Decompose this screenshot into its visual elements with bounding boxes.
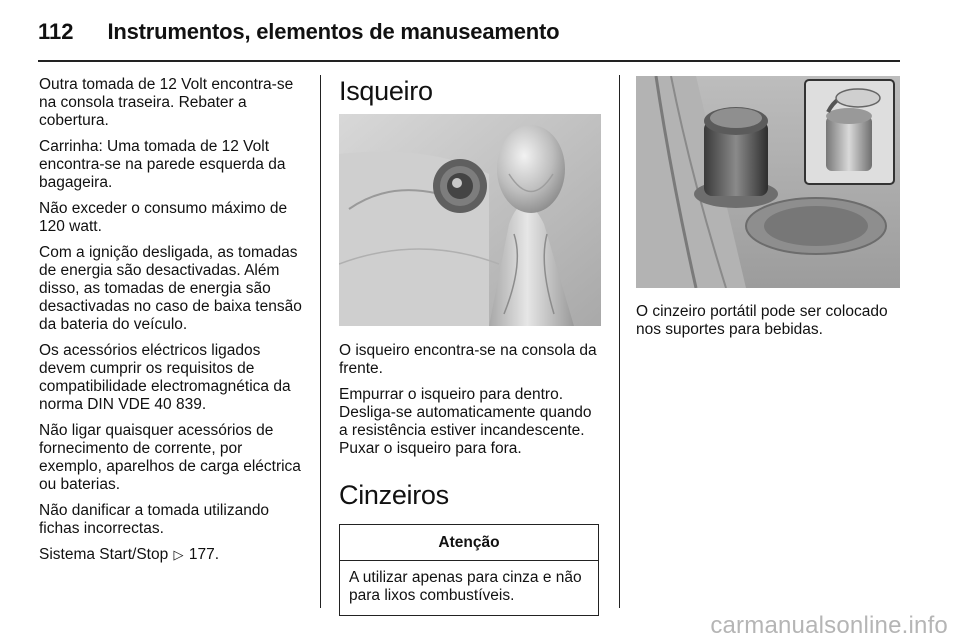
page-header <box>38 14 559 50</box>
paragraph: Com a ignição desligada, as tomadas de energia são desactivadas. Além disso, as tomadas de energia são desactivadas no caso de baixa tensão da bateria do veículo. <box>39 244 302 333</box>
page-number: 112 <box>38 19 74 44</box>
warning-box <box>339 524 599 616</box>
lighter-illustration <box>339 114 601 326</box>
paragraph: O isqueiro encontra-se na consola da frente. <box>339 342 597 377</box>
reference-page: 177. <box>188 546 220 563</box>
cross-reference[interactable] <box>39 546 309 564</box>
paragraph: Carrinha: Uma tomada de 12 Volt encontra-se na parede esquerda da bagageira. <box>39 138 286 191</box>
header-divider <box>38 60 900 62</box>
paragraph: Não ligar quaisquer acessórios de fornecimento de corrente, por exemplo, aparelhos de carga eléctrica ou baterias. <box>39 422 301 493</box>
column-right <box>636 76 904 347</box>
section-heading-ashtrays: Cinzeiros <box>339 480 449 510</box>
column-divider-1 <box>320 75 321 608</box>
paragraph: Os acessórios eléctricos ligados devem cumprir os requisitos de compatibilidade electromagnética da norma DIN VDE 40 839. <box>39 342 291 413</box>
column-divider-2 <box>619 75 620 608</box>
column-middle <box>339 76 603 616</box>
reference-text: Sistema Start/Stop <box>39 546 169 563</box>
ashtray-image <box>636 76 900 288</box>
watermark: carmanualsonline.info <box>710 612 948 639</box>
paragraph: O cinzeiro portátil pode ser colocado nos suportes para bebidas. <box>636 303 888 338</box>
section-heading-lighter: Isqueiro <box>339 76 433 106</box>
warning-text: A utilizar apenas para cinza e não para lixos combustíveis. <box>349 569 582 604</box>
lighter-image <box>339 114 601 326</box>
chapter-title: Instrumentos, elementos de manuseamento <box>107 19 560 44</box>
paragraph: Não exceder o consumo máximo de 120 watt. <box>39 200 288 235</box>
paragraph: Empurrar o isqueiro para dentro. Desliga-se automaticamente quando a resistência estiver incandescente. Puxar o isqueiro para fora. <box>339 386 592 457</box>
warning-title: Atenção <box>340 525 598 561</box>
paragraph: Não danificar a tomada utilizando fichas incorrectas. <box>39 502 270 537</box>
reference-arrow-icon: ▷ <box>173 547 184 562</box>
column-left <box>39 76 309 572</box>
ashtray-illustration <box>636 76 900 288</box>
paragraph: Outra tomada de 12 Volt encontra-se na consola traseira. Rebater a cobertura. <box>39 76 294 129</box>
